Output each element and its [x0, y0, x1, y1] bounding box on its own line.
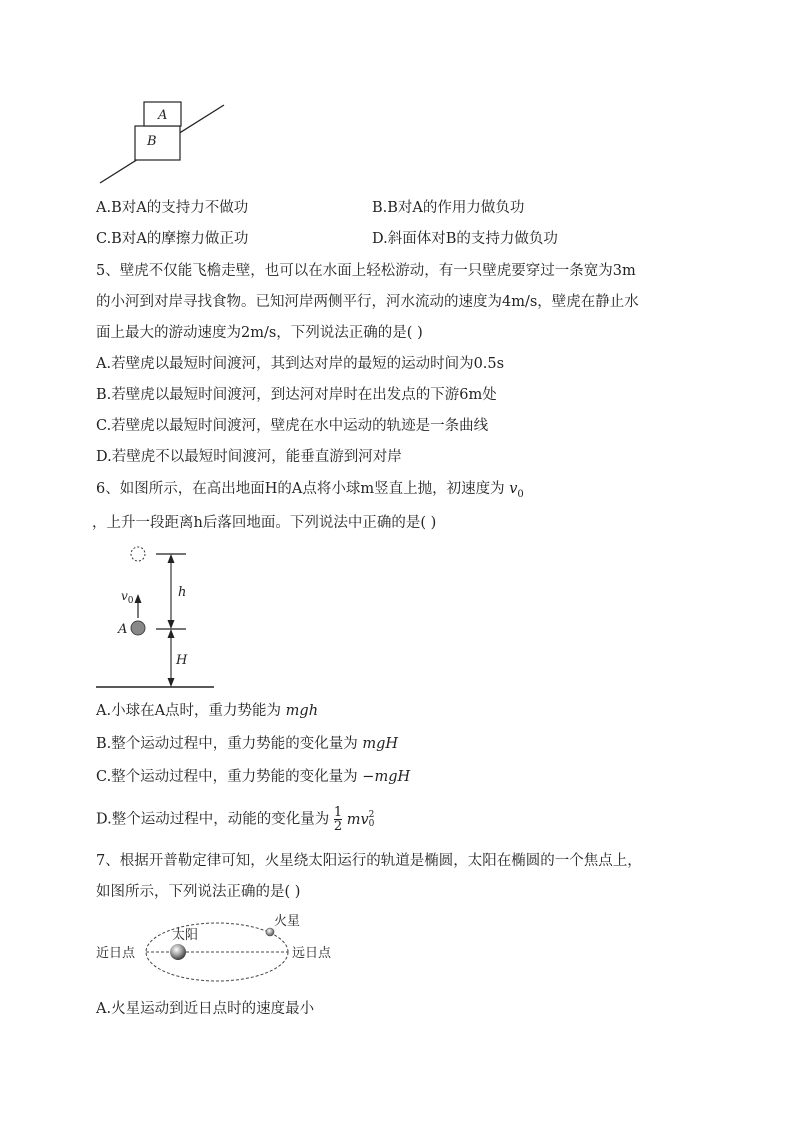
q4-option-d: D.斜面体对B的支持力做负功 — [372, 231, 558, 247]
sun-icon — [170, 944, 186, 960]
q6-option-d — [96, 806, 374, 833]
block-b-label: B — [147, 134, 157, 149]
h-arrow-head-down — [168, 620, 175, 629]
q7-stem-line-2: 如图所示，下列说法正确的是( ) — [96, 884, 301, 900]
q7-option-a: A.火星运动到近日点时的速度最小 — [96, 1001, 315, 1017]
q6-option-d-fraction — [334, 806, 342, 833]
q6-option-a — [96, 700, 318, 722]
q6-option-a-expr: mgh — [285, 703, 319, 719]
a-label: A — [118, 622, 128, 637]
q4-option-c: C.B对A的摩擦力做正功 — [96, 231, 249, 247]
perihelion-label: 近日点 — [96, 946, 136, 961]
fraction-numerator: 1 — [333, 805, 343, 820]
q6-option-b-text: B.整个运动过程中，重力势能的变化量为 — [96, 736, 358, 752]
H-label: H — [176, 653, 188, 668]
mars-icon — [266, 928, 274, 936]
q6-stem-line-2: ，上升一段距离h后落回地面。下列说法中正确的是( ) — [92, 515, 437, 531]
fraction-denominator: 2 — [333, 819, 343, 834]
q6-option-c — [96, 766, 410, 788]
q6-option-b-expr: mgH — [362, 736, 399, 752]
q6-option-c-expr: −mgH — [362, 769, 411, 785]
aphelion-label: 远日点 — [292, 946, 332, 961]
q5-stem-line-1: 5、壁虎不仅能飞檐走壁，也可以在水面上轻松游动，有一只壁虎要穿过一条宽为3m — [96, 263, 636, 279]
top-position-dashed-ball — [131, 547, 145, 561]
sun-label: 太阳 — [172, 928, 199, 943]
q6-option-d-text: D.整个运动过程中，动能的变化量为 — [96, 811, 330, 828]
h-label: h — [178, 585, 187, 600]
mars-label: 火星 — [274, 914, 301, 929]
q6-stem-v0: $v_0$ — [509, 481, 524, 500]
ball-a — [131, 621, 145, 635]
q7-stem-line-1: 7、根据开普勒定律可知，火星绕太阳运行的轨道是椭圆，太阳在椭圆的一个焦点上， — [96, 853, 642, 869]
q6-option-a-text: A.小球在A点时，重力势能为 — [96, 703, 282, 719]
vertical-throw-figure — [96, 542, 226, 692]
q4-option-a: A.B对A的支持力不做功 — [96, 200, 249, 216]
v0-arrow-head — [135, 594, 142, 603]
q6-option-d-expr: mv 2 0 — [346, 809, 375, 829]
q5-option-c: C.若壁虎以最短时间渡河，壁虎在水中运动的轨迹是一条曲线 — [96, 418, 489, 434]
h-arrow-head-up — [168, 554, 175, 563]
H-arrow-head-down — [168, 678, 175, 687]
q5-option-a: A.若壁虎以最短时间渡河，其到达对岸的最短的运动时间为0.5s — [96, 356, 505, 372]
q5-option-d: D.若壁虎不以最短时间渡河，能垂直游到河对岸 — [96, 449, 402, 465]
q4-option-b: B.B对A的作用力做负功 — [372, 200, 525, 216]
q5-option-b: B.若壁虎以最短时间渡河，到达河对岸时在出发点的下游6m处 — [96, 387, 497, 403]
q6-option-c-text: C.整个运动过程中，重力势能的变化量为 — [96, 769, 358, 785]
q6-stem-text: 6、如图所示，在高出地面H的A点将小球m竖直上抛，初速度为 — [96, 481, 505, 497]
H-arrow-head-up — [168, 629, 175, 638]
q5-stem-line-2: 的小河到对岸寻找食物。已知河岸两侧平行，河水流动的速度为4m/s，壁虎在静止水 — [96, 294, 639, 310]
q6-stem-line-1 — [96, 478, 524, 506]
orbit-figure — [96, 912, 346, 992]
blocks-incline-figure — [96, 95, 236, 190]
q6-option-b — [96, 733, 398, 755]
block-b — [135, 126, 180, 160]
v0-label: $v_0$ — [121, 589, 134, 606]
q5-stem-line-3: 面上最大的游动速度为2m/s，下列说法正确的是( ) — [96, 325, 423, 341]
block-a-label: A — [158, 108, 168, 123]
